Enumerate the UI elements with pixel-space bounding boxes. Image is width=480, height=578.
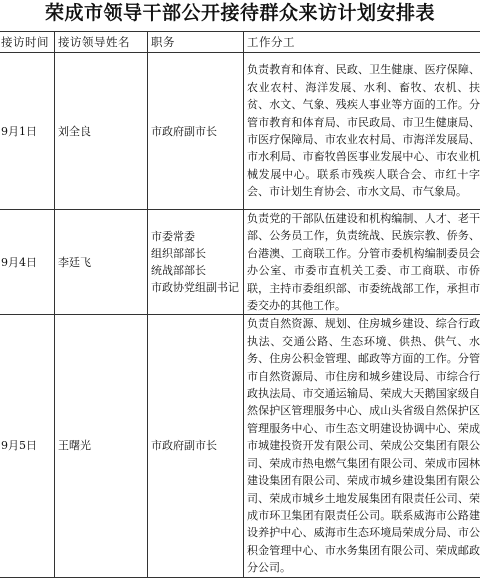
row-date: 9月5日 [0, 315, 55, 577]
table-row [0, 53, 480, 210]
row-leader: 李廷飞 [55, 210, 148, 315]
header-row [0, 32, 480, 53]
row-duties: 负责教育和体育、民政、卫生健康、医疗保障、农业农村、海洋发展、水利、畜牧、农机、扶贫、水文、气象、残疾人事业等方面的工作。分管市教育和体育局、市民政局、市卫生健康局、市医疗保障局、市农业农村局、市海洋发展局、市水利局、市畜牧兽医事业发展中心、市农业机械发展中心。联系市残疾人联合会、市红十字会、市计划生育协会、市水文局、市气象局。 [244, 53, 480, 210]
header-leader: 接访领导姓名 [55, 32, 148, 53]
position-line: 市政协党组副书记 [151, 279, 240, 296]
row-date: 9月1日 [0, 53, 55, 210]
row-duties: 负责自然资源、规划、住房城乡建设、综合行政执法、交通公路、生态环境、供热、供气、水务、住房公积金管理、邮政等方面的工作。分管市自然资源局、市住房和城乡建设局、市综合行政执法局、市交通运输局、荣成大天鹅国家级自然保护区管理服务中心、成山头省级自然保护区管理服务中心、市生态文明建设协调中心、荣成市城建投资开发有限公司、荣成公交集团有限公司、荣成市热电燃气集团有限公司、荣成市园林建设集团有限公司、荣成市城乡建设集团有限公司、荣成市城乡土地发展集团有限责任公司、荣成市环卫集团有限责任公司。联系威海市公路建设养护中心、威海市生态环境局荣成分局、市公积金管理中心、市水务集团有限公司、荣成邮政分公司。 [244, 315, 480, 577]
schedule-table [0, 31, 480, 578]
row-leader: 刘全良 [55, 53, 148, 210]
header-position: 职务 [148, 32, 244, 53]
header-date: 接访时间 [0, 32, 55, 53]
row-duties: 负责党的干部队伍建设和机构编制、人才、老干部、公务员工作，负责统战、民族宗教、侨务、台港澳、工商联工作。分管市委机构编制委员会办公室、市委市直机关工委、市工商联、市侨联，主持市委组织部、市委统战部工作，承担市委交办的其他工作。 [244, 210, 480, 315]
row-position [148, 210, 244, 315]
row-position: 市政府副市长 [148, 53, 244, 210]
row-position: 市政府副市长 [148, 315, 244, 577]
position-line: 统战部部长 [151, 262, 240, 279]
position-line: 组织部部长 [151, 245, 240, 262]
page-title: 荣成市领导干部公开接待群众来访计划安排表 [0, 0, 480, 28]
row-date: 9月4日 [0, 210, 55, 315]
table-row [0, 315, 480, 577]
table-row [0, 210, 480, 315]
position-line: 市委常委 [151, 228, 240, 245]
row-leader: 王曙光 [55, 315, 148, 577]
header-duties: 工作分工 [244, 32, 480, 53]
